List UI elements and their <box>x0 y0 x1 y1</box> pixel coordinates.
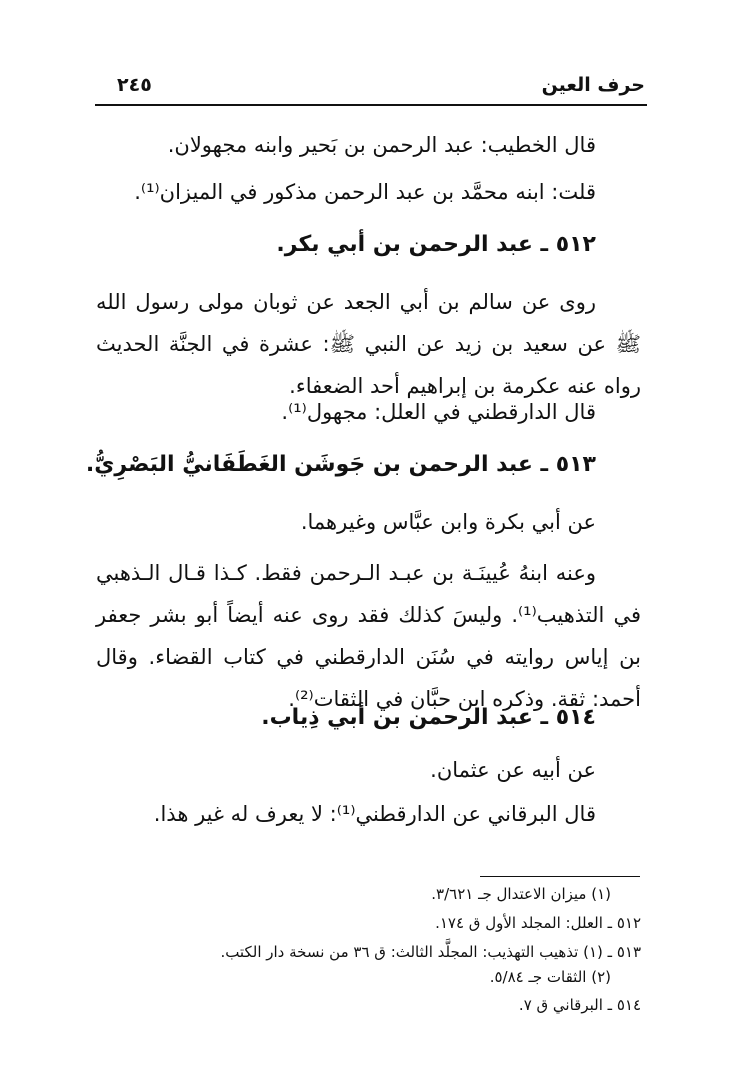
header-divider <box>95 104 647 106</box>
text-line: قلت: ابنه محمَّد بن عبد الرحمن مذكور في الميزان⁽¹⁾. <box>134 180 596 204</box>
text-line: عن أبيه عن عثمان. <box>430 758 596 782</box>
footnote: (١) ميزان الاعتدال جـ ٣/٦٢١. <box>431 885 611 903</box>
page-header <box>95 72 645 102</box>
footnote: ٥١٢ ـ العلل: المجلد الأول ق ١٧٤. <box>435 914 641 932</box>
page-number: ٢٤٥ <box>117 74 152 96</box>
entry-title-512: ٥١٢ ـ عبد الرحمن بن أبي بكر. <box>276 232 596 257</box>
footnote: ٥١٣ ـ (١) تذهيب التهذيب: المجلَّد الثالث: ق ٣٦ من نسخة دار الكتب. <box>220 943 641 961</box>
entry-title-513: ٥١٣ ـ عبد الرحمن بن جَوشَن الغَطَفَانيُّ البَصْرِيُّ. <box>85 452 596 477</box>
footnote: ٥١٤ ـ البرقاني ق ٧. <box>518 996 641 1014</box>
text-line: قال الخطيب: عبد الرحمن بن بَحير وابنه مجهولان. <box>167 133 596 157</box>
footnote-divider <box>480 876 640 877</box>
text-line: قال البرقاني عن الدارقطني⁽¹⁾: لا يعرف له غير هذا. <box>153 802 596 826</box>
paragraph-text: روى عن سالم بن أبي الجعد عن ثوبان مولى رسول الله ﷺ عن سعيد بن زيد عن النبي ﷺ: عشرة في الجنَّة الحديث رواه عنه عكرمة بن إبراهيم أحد الضعفاء. <box>96 290 641 398</box>
text-line: قال الدارقطني في العلل: مجهول⁽¹⁾. <box>281 400 596 424</box>
footnote: (٢) الثقات جـ ٥/٨٤. <box>489 968 611 986</box>
entry-paragraph-512 <box>96 281 641 407</box>
running-title: حرف العين <box>541 74 645 96</box>
text-line: عن أبي بكرة وابن عبَّاس وغيرهما. <box>300 510 596 534</box>
entry-paragraph-513 <box>96 552 641 720</box>
paragraph-text: وعنه ابنهُ عُيينَـة بن عبـد الـرحمن فقط. كـذا قـال الـذهبي في التذهيب⁽¹⁾. وليسَ كذلك فقد روى عنه أيضاً أبو بشر جعفر بن إياس روايته في سُنَن الدارقطني في كتاب القضاء. وقال أحمد: ثقة. وذكره ابن حبَّان في الثقات⁽²⁾. <box>96 561 641 711</box>
entry-title-514: ٥١٤ ـ عبد الرحمن بن أبي ذِياب. <box>261 705 596 730</box>
